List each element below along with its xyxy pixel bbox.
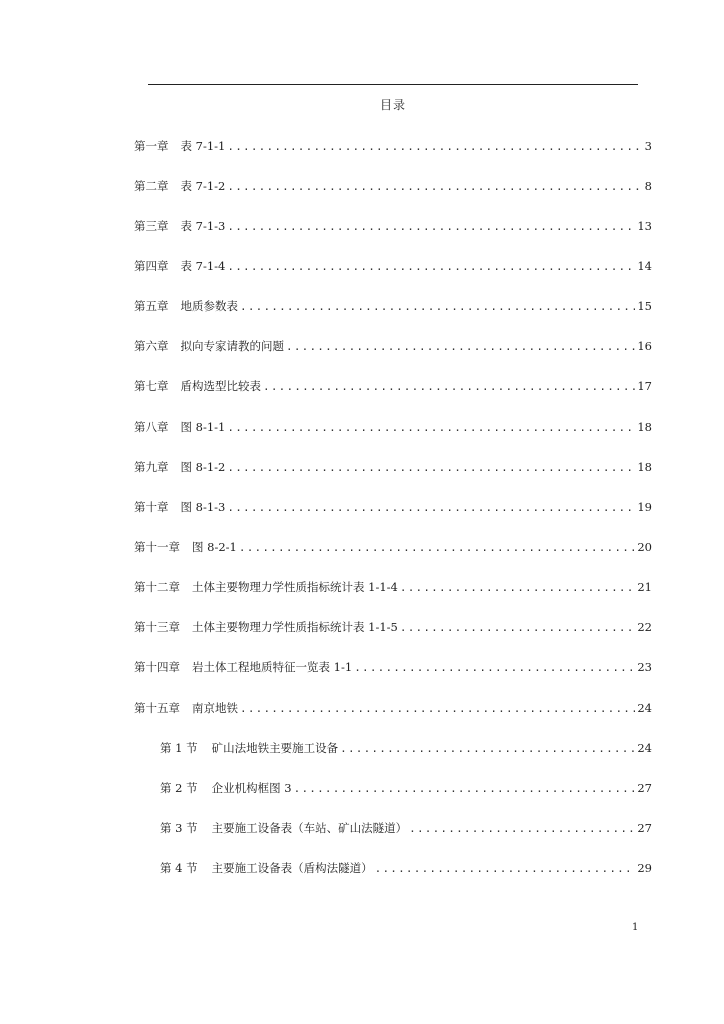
toc-entry-page: 24 (637, 701, 652, 715)
dot-leader (400, 619, 635, 637)
toc-entry-page: 17 (637, 379, 652, 393)
toc-entry-text: 表 7-1-4 (180, 259, 226, 273)
dot-leader (240, 298, 635, 316)
dot-leader (227, 419, 635, 437)
toc-entry[interactable] (134, 418, 652, 436)
toc-entry[interactable] (134, 137, 652, 155)
toc-entry-number: 第十二章 (134, 580, 180, 594)
toc-entry-page: 18 (637, 460, 652, 474)
dot-leader (286, 338, 635, 356)
dot-leader (239, 539, 635, 557)
toc-entry-text: 岩土体工程地质特征一览表 1-1 (192, 660, 353, 674)
toc-entry-number: 第五章 (134, 299, 169, 313)
toc-entry-number: 第 4 节 (160, 861, 198, 875)
toc-entry[interactable] (134, 217, 652, 235)
toc-entry[interactable] (160, 739, 652, 757)
dot-leader (294, 780, 636, 798)
dot-leader (354, 659, 635, 677)
dot-leader (227, 138, 642, 156)
toc-entry-page: 22 (637, 620, 652, 634)
toc-entry-text: 盾构选型比较表 (180, 379, 261, 393)
toc-entry-text: 图 8-1-1 (180, 420, 226, 434)
toc-entry[interactable] (134, 458, 652, 476)
toc-entry-text: 企业机构框图 3 (211, 781, 292, 795)
toc-entry-page: 8 (644, 179, 652, 193)
toc-entry[interactable] (160, 819, 652, 837)
toc-entry-text: 矿山法地铁主要施工设备 (211, 741, 339, 755)
toc-entry-text: 表 7-1-1 (180, 139, 226, 153)
toc-entry-number: 第 3 节 (160, 821, 198, 835)
toc-entry-number: 第六章 (134, 339, 169, 353)
toc-entry[interactable] (134, 538, 652, 556)
toc-entry-page: 29 (637, 861, 652, 875)
toc-entry-number: 第二章 (134, 179, 169, 193)
dot-leader (227, 258, 635, 276)
toc-entry-page: 27 (637, 821, 652, 835)
dot-leader (375, 860, 636, 878)
toc-entry-number: 第八章 (134, 420, 169, 434)
toc-entry[interactable] (134, 578, 652, 596)
toc-entry[interactable] (134, 699, 652, 717)
toc-entry-text: 表 7-1-3 (180, 219, 226, 233)
toc-entry-number: 第三章 (134, 219, 169, 233)
toc-entry-page: 16 (637, 339, 652, 353)
toc-entry[interactable] (134, 257, 652, 275)
toc-entry[interactable] (134, 177, 652, 195)
toc-entry-page: 18 (637, 420, 652, 434)
toc-entry-page: 23 (637, 660, 652, 674)
toc-entry-number: 第九章 (134, 460, 169, 474)
toc-entry-page: 24 (637, 741, 652, 755)
dot-leader (409, 820, 635, 838)
toc-entry-number: 第七章 (134, 379, 169, 393)
toc-entry-page: 15 (637, 299, 652, 313)
toc-entry[interactable] (134, 297, 652, 315)
toc-entry-page: 3 (644, 139, 652, 153)
dot-leader (240, 700, 635, 718)
toc-entry[interactable] (134, 618, 652, 636)
toc-entry-number: 第十三章 (134, 620, 180, 634)
toc-entry-number: 第一章 (134, 139, 169, 153)
toc-entry[interactable] (134, 337, 652, 355)
dot-leader (227, 178, 642, 196)
dot-leader (340, 740, 635, 758)
page-number: 1 (632, 922, 639, 933)
toc-entry-text: 地质参数表 (180, 299, 238, 313)
toc-entry-text: 拟向专家请教的问题 (180, 339, 284, 353)
toc-entry-number: 第十五章 (134, 701, 180, 715)
toc-entry-number: 第十一章 (134, 540, 180, 554)
toc-entry-page: 27 (637, 781, 652, 795)
toc-entry-number: 第四章 (134, 259, 169, 273)
toc-entry-page: 20 (637, 540, 652, 554)
toc-entry-text: 图 8-2-1 (192, 540, 237, 554)
toc-entry[interactable] (160, 859, 652, 877)
dot-leader (227, 218, 635, 236)
dot-leader (227, 459, 635, 477)
toc-title: 目录 (380, 98, 407, 112)
toc-entry[interactable] (134, 658, 652, 676)
toc-entry[interactable] (134, 377, 652, 395)
toc-entry-text: 土体主要物理力学性质指标统计表 1-1-5 (192, 620, 398, 634)
toc-entry-page: 19 (637, 500, 652, 514)
toc-entry-page: 13 (637, 219, 652, 233)
toc-entry-page: 14 (637, 259, 652, 273)
toc-entry-number: 第十四章 (134, 660, 180, 674)
toc-entry-text: 主要施工设备表（车站、矿山法隧道） (211, 821, 408, 835)
toc-entry-text: 主要施工设备表（盾构法隧道） (211, 861, 373, 875)
toc-entry[interactable] (134, 498, 652, 516)
toc-entry-text: 表 7-1-2 (180, 179, 226, 193)
toc-entry-text: 土体主要物理力学性质指标统计表 1-1-4 (192, 580, 398, 594)
toc-entry-page: 21 (637, 580, 652, 594)
toc-entry-number: 第十章 (134, 500, 169, 514)
toc-entry[interactable] (160, 779, 652, 797)
dot-leader (227, 499, 635, 517)
toc-entry-text: 南京地铁 (192, 701, 238, 715)
toc-entry-text: 图 8-1-3 (180, 500, 226, 514)
toc-entry-text: 图 8-1-2 (180, 460, 226, 474)
dot-leader (400, 579, 635, 597)
dot-leader (263, 378, 635, 396)
toc-entry-number: 第 1 节 (160, 741, 198, 755)
toc-entry-number: 第 2 节 (160, 781, 198, 795)
